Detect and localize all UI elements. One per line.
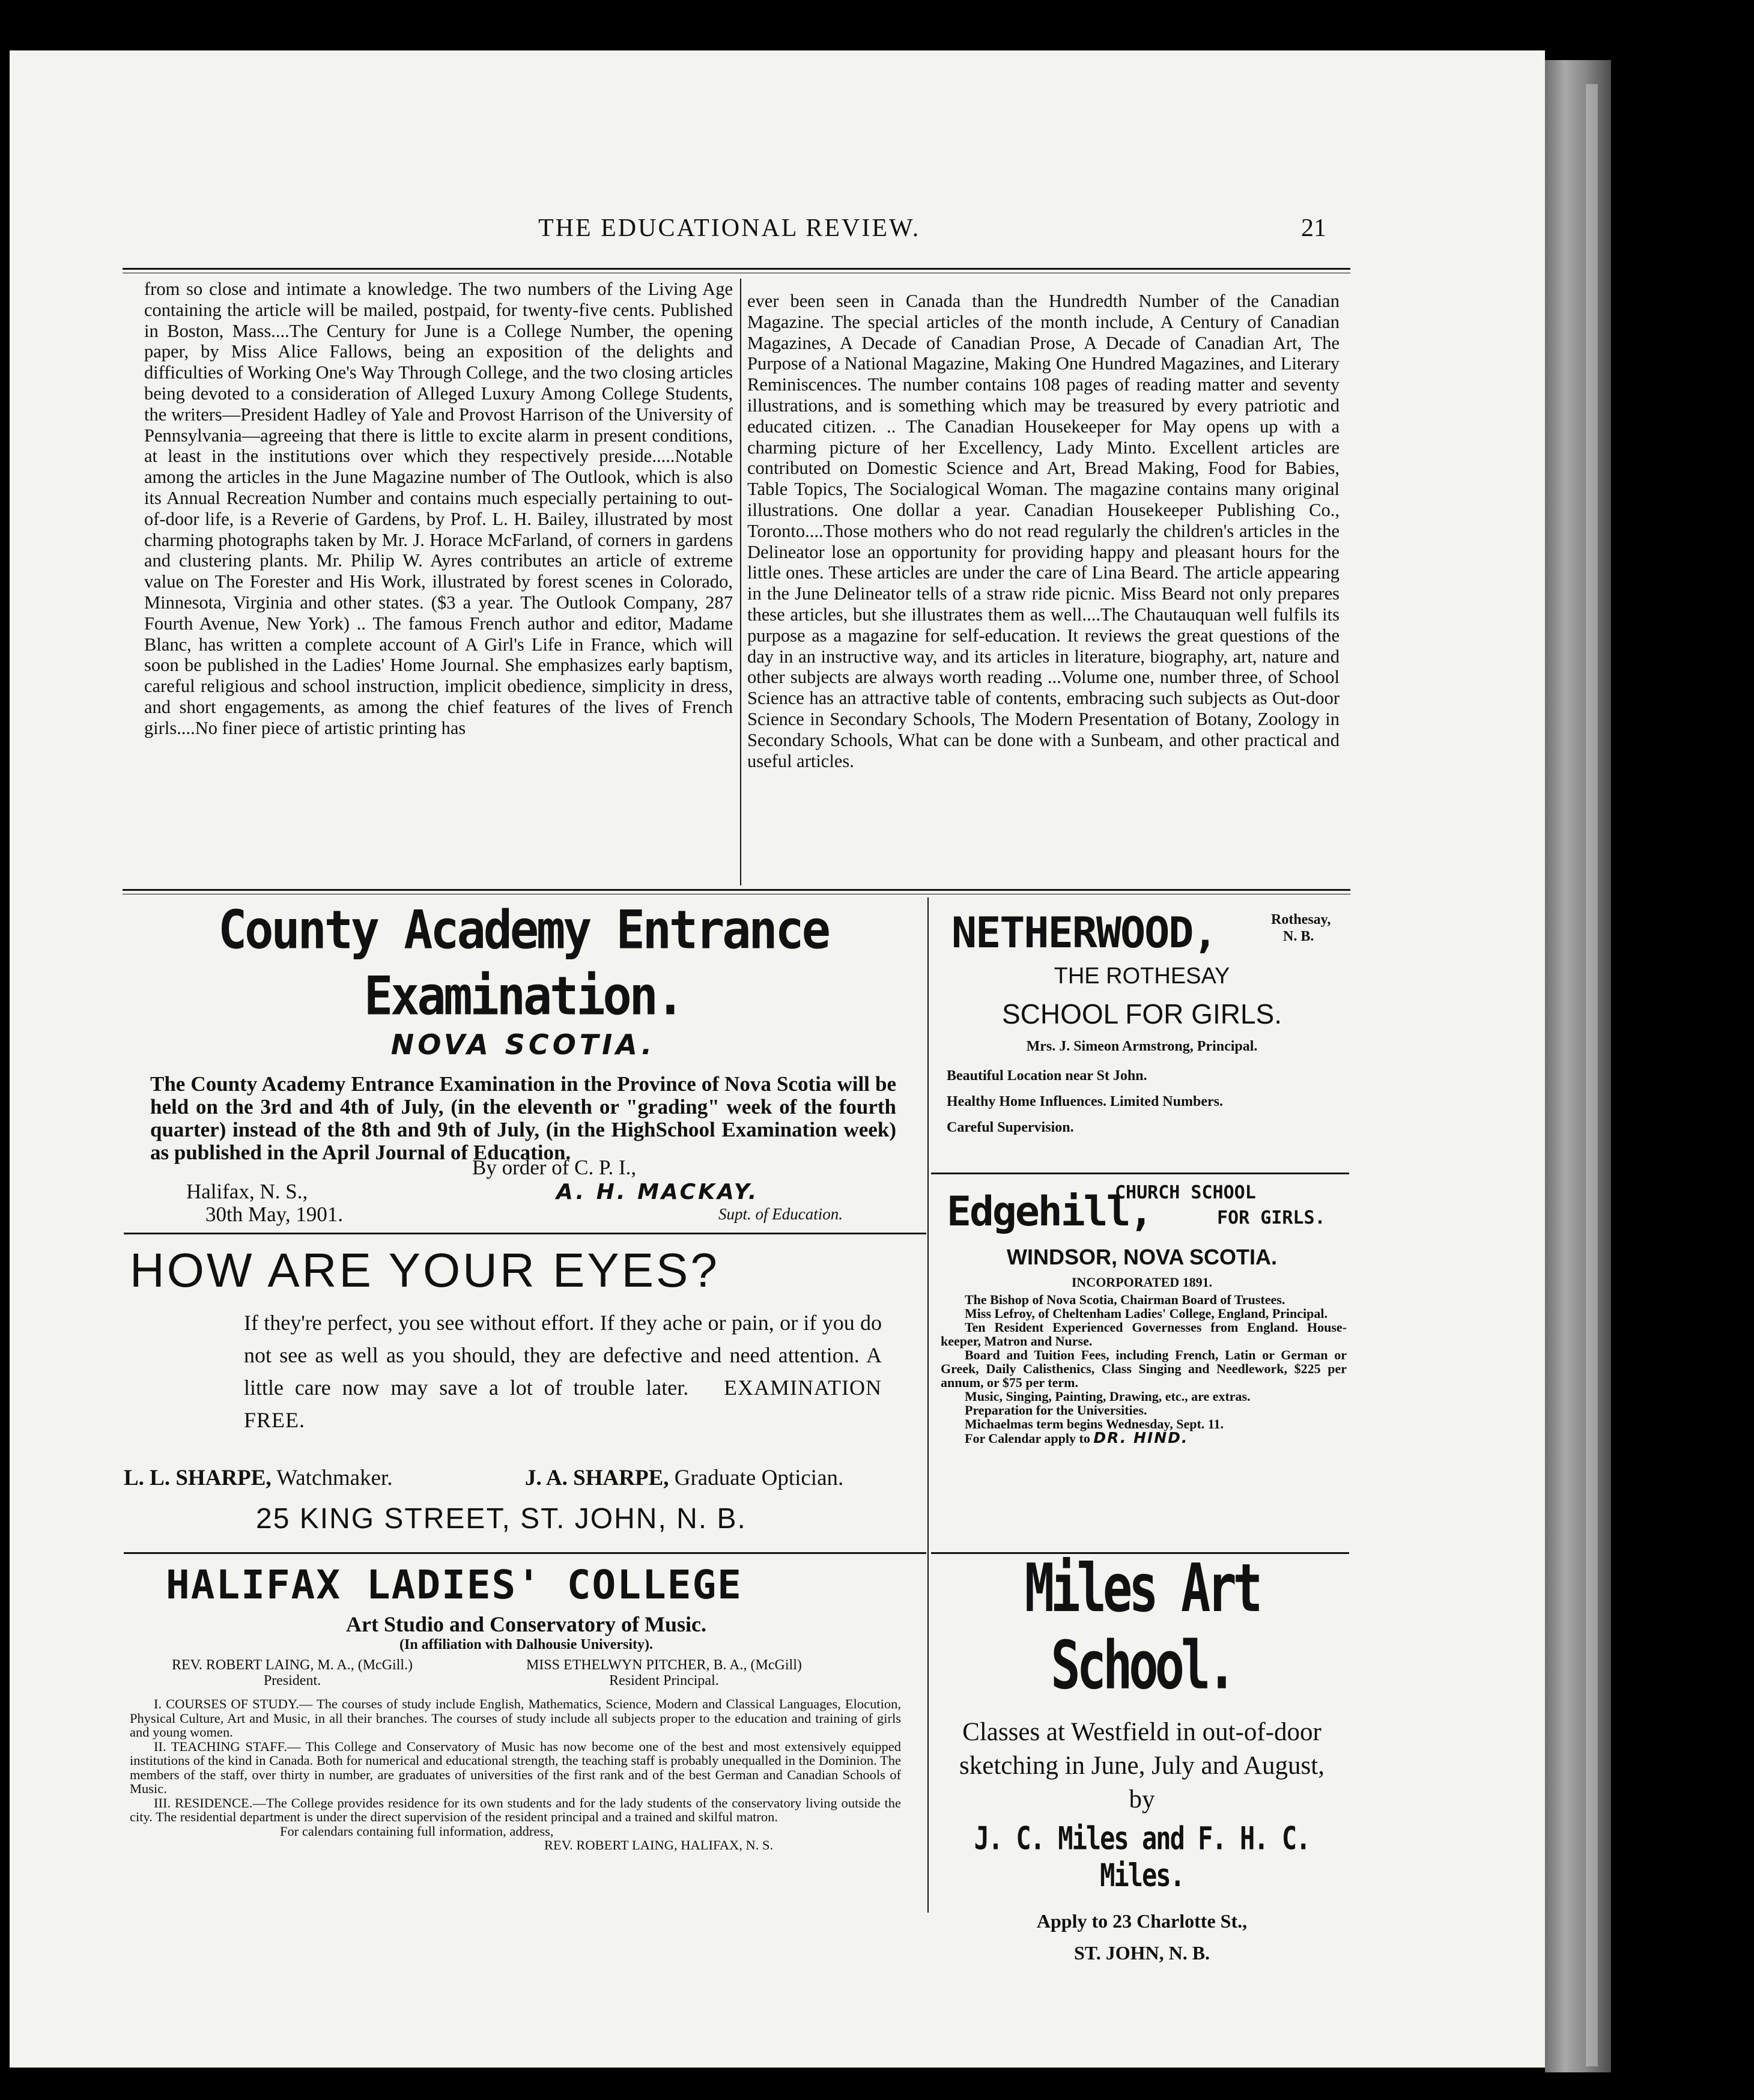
halifax-principal	[526, 1657, 802, 1689]
netherwood-f2: Healthy Home Influences. Limited Numbers.	[947, 1094, 1223, 1109]
principal-role: Resident Principal.	[609, 1673, 719, 1689]
county-academy-headline: County Academy Entrance Examination.	[218, 899, 828, 1027]
column-divider	[740, 279, 741, 885]
article-column-left	[144, 279, 733, 885]
eyes-left-role: Watchmaker.	[276, 1466, 393, 1490]
eyes-right-credit	[525, 1465, 843, 1491]
halifax-body	[130, 1697, 901, 1853]
halifax-headline: HALIFAX LADIES' COLLEGE	[166, 1562, 742, 1608]
edgehill-church-1: CHURCH SCHOOL	[1115, 1182, 1256, 1203]
ad-edgehill	[935, 1180, 1349, 1552]
running-header	[10, 214, 1545, 256]
eyes-right-role: Graduate Optician.	[674, 1466, 844, 1490]
article-right-text: ever been seen in Canada than the Hundredth Number of the Canadian Magazine. The special articles of the month include, A Century of Canadian Magazines, A Decade of Canadian Prose, A Decade of Canadian Art, The Purpose of a National Magazine, Making One Hundred Magazines, and Literary Reminiscences. The number contains 108 pages of reading matter and seventy illustrations, and is something which may be treasured by every patriotic and educated citizen. .. The Canadian Housekeeper for May opens up with a charming picture of her Excellency, Lady Minto. Excellent articles are contributed on Domestic Science and Art, Bread Making, Food for Babies, Table Topics, The Socialogical Woman. The magazine contains many original illustrations. One dollar a year. Canadian Housekeeper Publishing Co., Toronto....Those mothers who do not read regularly the children's articles in the Delineator lose an opportunity for providing happy and pleasant hours for the little ones. These articles are under the care of Lina Beard. The article appearing in the June Delineator tells of a straw ride picnic. Miss Beard not only prepares these articles, but she illustrates them as well....The Chautauquan well fulfils its purpose as a magazine for self-education. It reviews the great questions of the day in an instructive way, and its articles in literature, biography, art, nature and other subjects are always worth reading ...Volume one, number three, of School Science has an attractive table of contents, embracing such subjects as Out-door Science in Secondary Schools, The Modern Presentation of Botany, Zoology in Secondary Schools, What can be done with a Sunbeam, and other practical and useful articles.	[747, 291, 1340, 771]
halifax-subhead: Art Studio and Conservatory of Music.	[346, 1612, 706, 1636]
ad-eyes	[124, 1243, 926, 1555]
netherwood-edgehill-rule	[931, 1173, 1349, 1174]
halifax-signature: REV. ROBERT LAING, HALIFAX, N. S.	[544, 1838, 774, 1853]
edgehill-l6: Preparation for the Universities.	[965, 1403, 1147, 1418]
netherwood-line2: SCHOOL FOR GIRLS.	[1001, 998, 1282, 1030]
halifax-staff: II. TEACHING STAFF.— This College and Conservatory of Music has now become one of the best and most extensively equipped institutions of the kind in Canada. Both for numerical and educational strength, the teaching staff is probably unequalled in the Dominion. The members of the staff, over thirty in number, are graduates of universities of the first rank and of the best German and Canadian Schools of Music.	[130, 1738, 901, 1796]
netherwood-principal: Mrs. J. Simeon Armstrong, Principal.	[1026, 1039, 1258, 1054]
edgehill-l3: Ten Resident Experienced Governesses from England. House-keeper, Matron and Nurse.	[941, 1320, 1347, 1349]
county-academy-by-order: By order of C. P. I.,	[472, 1156, 637, 1179]
edgehill-church-2: FOR GIRLS.	[1217, 1207, 1326, 1228]
eyes-left-credit	[124, 1465, 393, 1491]
edgehill-l7: Michaelmas term begins Wednesday, Sept. 11.	[965, 1416, 1224, 1431]
eyes-free: EXAMINATION FREE.	[244, 1376, 882, 1432]
ads-divider	[927, 897, 929, 1913]
edgehill-name: Edgehill,	[947, 1188, 1152, 1236]
county-eyes-rule	[124, 1233, 926, 1234]
miles-teachers: J. C. Miles and F. H. C. Miles.	[974, 1819, 1310, 1894]
eyes-body	[244, 1306, 882, 1436]
edgehill-l4: Board and Tuition Fees, including French, Latin or German or Greek, Daily Calisthenics, Class Singing and Needlework, $225 per annum, or $75 per term.	[941, 1347, 1347, 1390]
miles-name: Miles Art School.	[1024, 1550, 1260, 1705]
county-academy-signer: A. H. MACKAY.	[556, 1180, 759, 1204]
header-rule	[123, 268, 1350, 270]
president-name: REV. ROBERT LAING, M. A., (McGill.)	[172, 1657, 413, 1673]
ad-county-academy	[124, 899, 923, 1228]
eyes-left-name: L. L. SHARPE,	[124, 1466, 272, 1490]
netherwood-name: NETHERWOOD,	[951, 908, 1217, 957]
page-stack-edge	[1545, 60, 1611, 2072]
miles-apply: Apply to 23 Charlotte St.,	[1036, 1910, 1248, 1932]
eyes-headline: HOW ARE YOUR EYES?	[130, 1243, 720, 1297]
edgehill-l2: Miss Lefroy, of Cheltenham Ladies' College, England, Principal.	[965, 1306, 1328, 1321]
journal-title: THE EDUCATIONAL REVIEW.	[538, 214, 921, 242]
halifax-calendars: For calendars containing full information, address,	[280, 1823, 554, 1839]
halifax-residence: III. RESIDENCE.—The College provides residence for its own students and for the lady students of the conservatory living outside the city. The residential department is under the direct supervision of the resident principal and a trained and skilful matron.	[130, 1795, 901, 1824]
miles-city: ST. JOHN, N. B.	[1073, 1942, 1210, 1964]
ad-miles-art-school	[935, 1550, 1349, 1964]
page-sheet	[10, 50, 1545, 2068]
article-left-text: from so close and intimate a knowledge. The two numbers of the Living Age containing the article will be mailed, postpaid, for twenty-five cents. Published in Boston, Mass....The Century for June is a College Number, the opening paper, by Miss Alice Fallows, being an exposition of the delights and difficulties of Working One's Way Through College, and the two closing articles being devoted to a consideration of Alleged Luxury Among College Students, the writers—President Hadley of Yale and Provost Harrison of the University of Pennsylvania—agreeing that there is little to excite alarm in present conditions, at least in the institutions over which they respectively preside.....Notable among the articles in the June Magazine number of The Outlook, which is also its Annual Recreation Number and contains much especially pertaining to out-of-door life, is a Reverie of Gardens, by Prof. L. H. Bailey, illustrated by most charming photographs taken by Mr. J. Horace McFarland, of corners in gardens and clustering plants. Mr. Philip W. Ayres contributes an article of extreme value on The Forester and His Work, illustrated by forest scenes in Colorado, Minnesota, Virginia and other states. ($3 a year. The Outlook Company, 287 Fourth Avenue, New York) .. The famous French author and editor, Madame Blanc, has written a complete account of A Girl's Life in France, which will soon be published in the Ladies' Home Journal. She emphasizes early baptism, careful religious and school instruction, implicit obedience, simplicity in dress, and short engagements, as among the chief features of the lives of French girls....No finer piece of artistic printing has	[144, 279, 733, 738]
eyes-right-name: J. A. SHARPE,	[525, 1466, 669, 1490]
halifax-officers	[130, 1657, 923, 1690]
principal-name: MISS ETHELWYN PITCHER, B. A., (McGill)	[526, 1657, 802, 1673]
halifax-courses: I. COURSES OF STUDY.— The courses of study include English, Mathematics, Science, Modern and Classical Languages, Elocution, Physical Culture, Art and Music, in all their branches. The courses of study include all subjects proper to the education and training of girls and young women.	[130, 1696, 901, 1740]
edgehill-title-row	[935, 1180, 1349, 1245]
edgehill-incorporated: INCORPORATED 1891.	[1071, 1275, 1213, 1290]
page-number: 21	[1301, 214, 1326, 242]
edgehill-l8	[941, 1431, 1347, 1445]
eyes-body-text: If they're perfect, you see without effort. If they ache or pain, or if you do not see as well as you should, they are defective and need attention. A little care now may save a lot of trouble later.	[244, 1311, 882, 1400]
county-academy-body: The County Academy Entrance Examination in the Province of Nova Scotia will be held on the 3rd and 4th of July, (in the eleventh or "grading" week of the fourth quarter) instead of the 8th and 9th of July, (in the HighSchool Examination week) as published in the April Journal of Education.	[150, 1072, 896, 1164]
netherwood-place-2: N. B.	[1283, 929, 1314, 944]
edgehill-l1: The Bishop of Nova Scotia, Chairman Board of Trustees.	[965, 1292, 1285, 1307]
county-academy-date: 30th May, 1901.	[205, 1203, 344, 1226]
netherwood-f3: Careful Supervision.	[947, 1120, 1074, 1135]
edgehill-details	[941, 1293, 1347, 1445]
county-academy-place: Halifax, N. S.,	[186, 1180, 308, 1203]
president-role: President.	[263, 1673, 321, 1689]
county-academy-signer-title: Supt. of Education.	[718, 1205, 843, 1223]
article-column-right	[747, 291, 1340, 885]
netherwood-line1: THE ROTHESAY	[1054, 964, 1230, 989]
page-stack-highlight	[1586, 84, 1598, 2066]
edgehill-location: WINDSOR, NOVA SCOTIA.	[1007, 1245, 1277, 1269]
ad-halifax-ladies-college	[130, 1562, 923, 1922]
halifax-president	[172, 1657, 413, 1689]
edgehill-apply: For Calendar apply to	[965, 1431, 1090, 1446]
ad-netherwood	[935, 908, 1349, 1161]
netherwood-f1: Beautiful Location near St John.	[947, 1068, 1147, 1084]
halifax-affiliation: (In affiliation with Dalhousie University).	[399, 1637, 653, 1652]
edgehill-dr-hind: DR. HIND.	[1093, 1429, 1189, 1446]
article-bottom-rule	[123, 889, 1350, 891]
miles-body: Classes at Westfield in out-of-door sketching in June, July and August, by	[959, 1718, 1325, 1813]
edgehill-l5: Music, Singing, Painting, Drawing, etc., are extras.	[965, 1389, 1251, 1404]
netherwood-place-1: Rothesay,	[1271, 912, 1331, 927]
county-academy-subhead: NOVA SCOTIA.	[390, 1028, 656, 1061]
eyes-address: 25 KING STREET, ST. JOHN, N. B.	[256, 1503, 747, 1535]
netherwood-title-row	[935, 908, 1349, 964]
eyes-halifax-rule	[124, 1552, 926, 1554]
